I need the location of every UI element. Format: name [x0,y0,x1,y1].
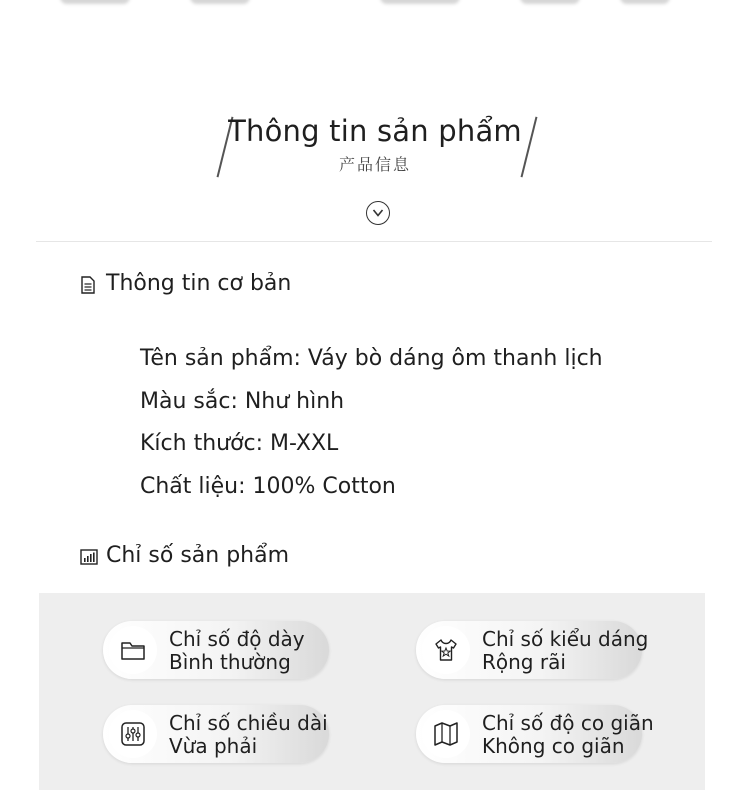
document-icon [80,275,96,293]
page-subtitle: 产品信息 [338,155,411,174]
sliders-icon [109,710,157,758]
section-header [0,110,750,190]
info-line-size: Kích thước: M-XXL [140,431,339,456]
divider [36,241,712,242]
metric-label: Chỉ số kiểu dáng [482,627,649,651]
map-icon [422,710,470,758]
metric-value: Bình thường [169,650,291,674]
metrics-heading-label: Chỉ số sản phẩm [106,543,290,568]
metric-elasticity [416,705,654,763]
metric-value: Vừa phải [169,734,258,758]
metric-label: Chỉ số độ co giãn [482,711,654,735]
basic-info-heading [80,271,291,296]
page-title: Thông tin sản phẩm [228,114,522,148]
chevron-down-circle-icon[interactable] [366,201,390,225]
top-cropped-fragments [0,0,750,14]
info-line-name: Tên sản phẩm: Váy bò dáng ôm thanh lịch [140,346,603,371]
folder-icon [109,626,157,674]
bar-chart-icon [80,547,96,565]
metrics-panel [39,593,705,790]
metric-label: Chỉ số chiều dài [169,711,328,735]
metric-length [103,705,329,763]
basic-info-list [140,338,603,508]
info-line-color: Màu sắc: Như hình [140,388,345,414]
metric-label: Chỉ số độ dày [169,627,305,651]
metrics-heading [80,543,289,568]
metric-value: Không co giãn [482,734,625,758]
tshirt-icon [422,626,470,674]
metric-thickness [103,621,329,679]
basic-info-heading-label: Thông tin cơ bản [106,271,292,296]
info-line-material: Chất liệu: 100% Cotton [140,473,396,499]
metric-value: Rộng rãi [482,650,566,674]
metric-fit [416,621,649,679]
